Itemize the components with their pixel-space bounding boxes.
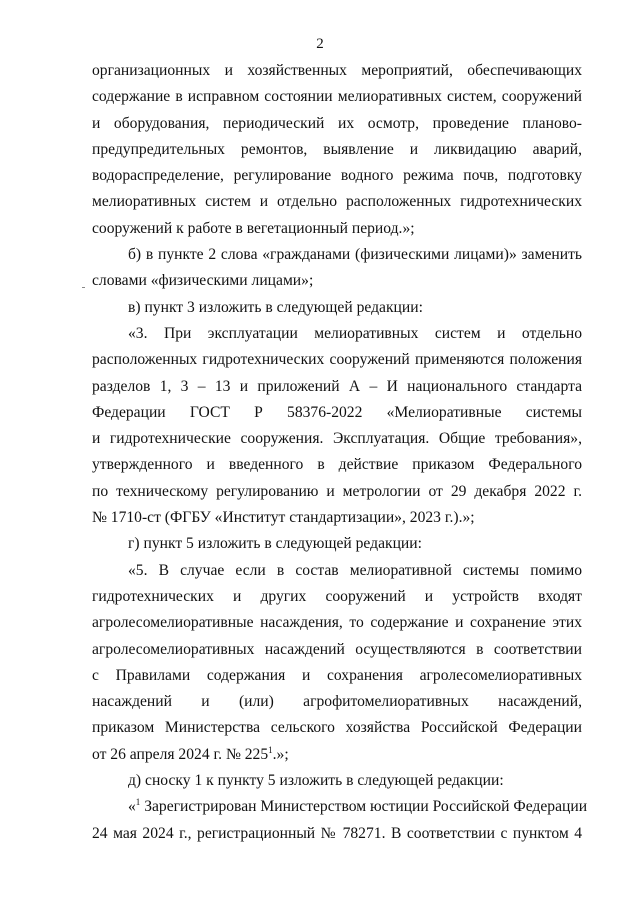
text-line: и гидротехнические сооружения. Эксплуатация. Общие требования», bbox=[92, 430, 582, 448]
text-line: словами «физическими лицами»; bbox=[92, 272, 314, 290]
text-line: утвержденного и введенного в действие приказом Федерального bbox=[92, 456, 582, 474]
text-line: приказом Министерства сельского хозяйства Российской Федерации bbox=[92, 719, 582, 737]
text-line: «3. При эксплуатации мелиоративных систем и отдельно bbox=[128, 324, 582, 342]
text-line: гидротехнических и других сооружений и устройств входят bbox=[92, 587, 582, 605]
margin-mark bbox=[82, 287, 85, 288]
text-line: организационных и хозяйственных мероприятий, обеспечивающих bbox=[92, 62, 582, 79]
text-line: д) сноску 1 к пункту 5 изложить в следующей редакции: bbox=[128, 772, 504, 790]
quote-open: « bbox=[128, 798, 136, 816]
text-line: сооружений к работе в вегетационный период.»; bbox=[92, 219, 415, 237]
text-line-main: от 26 апреля 2024 г. № 225 bbox=[92, 745, 269, 763]
text-line: № 1710-ст (ФГБУ «Институт стандартизации», 2023 г.).»; bbox=[92, 509, 475, 527]
text-line: в) пункт 3 изложить в следующей редакции: bbox=[128, 298, 423, 316]
text-line: расположенных гидротехнических сооружений применяются положения bbox=[92, 351, 582, 369]
text-line-tail: .»; bbox=[272, 745, 289, 763]
document-body bbox=[92, 58, 588, 847]
text-line: с Правилами содержания и сохранения агролесомелиоративных bbox=[92, 666, 582, 684]
text-line-main: Зарегистрирован Министерством юстиции Российской Федерации bbox=[140, 798, 588, 816]
text-line: 24 мая 2024 г., регистрационный № 78271. В соответствии с пунктом 4 bbox=[92, 824, 582, 842]
text-line bbox=[92, 794, 588, 820]
text-line: и оборудования, периодический их осмотр, проведение планово- bbox=[92, 114, 582, 132]
text-line: мелиоративных систем и отдельно расположенных гидротехнических bbox=[92, 193, 582, 211]
text-line: агролесомелиоративных насаждений осуществляются в соответствии bbox=[92, 640, 582, 658]
text-line: насаждений и (или) агрофитомелиоративных насаждений, bbox=[92, 693, 582, 711]
text-line: предупредительных ремонтов, выявление и ликвидацию аварий, bbox=[92, 140, 582, 158]
text-line: «5. В случае если в состав мелиоративной системы помимо bbox=[128, 561, 582, 579]
text-line: Федерации ГОСТ Р 58376-2022 «Мелиоративные системы bbox=[92, 403, 582, 421]
text-line: агролесомелиоративные насаждения, то содержание и сохранение этих bbox=[92, 614, 582, 632]
text-line: разделов 1, 3 – 13 и приложений А – И национального стандарта bbox=[92, 377, 582, 395]
text-line: б) в пункте 2 слова «гражданами (физическими лицами)» заменить bbox=[128, 246, 582, 264]
footnote-ref: 1 bbox=[268, 744, 273, 755]
page-number: 2 bbox=[316, 36, 324, 52]
text-line: по техническому регулированию и метрологии от 29 декабря 2022 г. bbox=[92, 482, 582, 500]
footnote-marker: 1 bbox=[135, 797, 141, 808]
text-line: г) пункт 5 изложить в следующей редакции: bbox=[128, 535, 422, 553]
text-line: водораспределение, регулирование водного режима почв, подготовку bbox=[92, 167, 582, 185]
text-line bbox=[92, 742, 582, 768]
text-line: содержание в исправном состоянии мелиоративных систем, сооружений bbox=[92, 88, 582, 106]
